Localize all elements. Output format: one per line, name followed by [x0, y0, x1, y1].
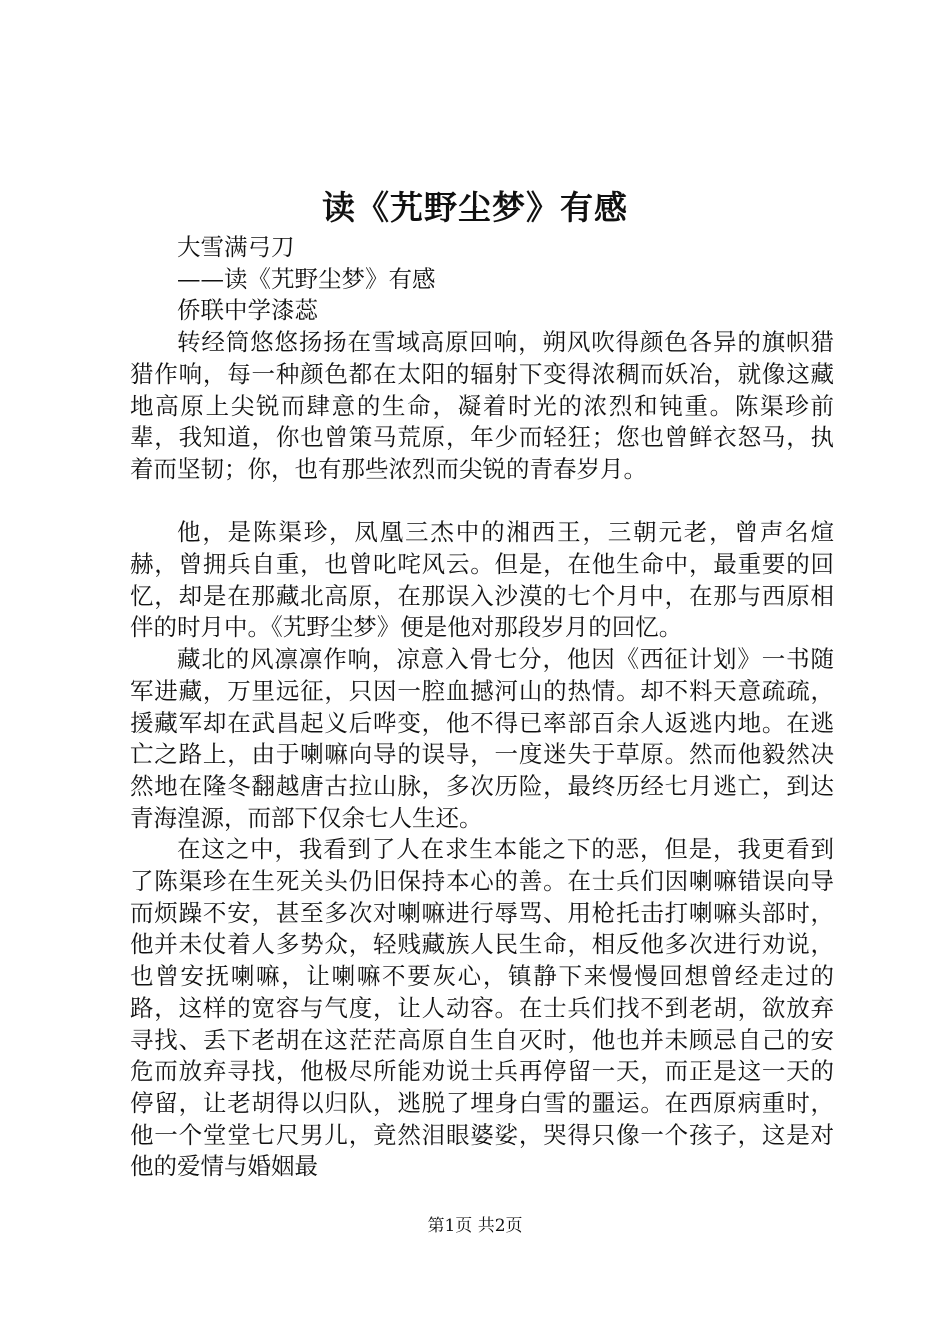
body-paragraph: 他，是陈渠珍，凤凰三杰中的湘西王，三朝元老，曾声名煊赫，曾拥兵自重，也曾叱咤风云。但是，在他生命中，最重要的回忆，却是在那藏北高原，在那误入沙漠的七个月中，在那与西原相伴的时月中。《艽野尘梦》便是他对那段岁月的回忆。 — [130, 518, 834, 642]
body-paragraph: 转经筒悠悠扬扬在雪域高原回响，朔风吹得颜色各异的旗帜猎猎作响，每一种颜色都在太阳的辐射下变得浓稠而妖冶，就像这藏地高原上尖锐而肆意的生命，凝着时光的浓烈和钝重。陈渠珍前辈，我知道，你也曾策马荒原，年少而轻狂；您也曾鲜衣怒马，执着而坚韧；你，也有那些浓烈而尖锐的青春岁月。 — [130, 328, 834, 483]
author-line: 侨联中学漆蕊 — [177, 296, 318, 325]
subtitle-line: 大雪满弓刀 — [177, 233, 295, 261]
document-title: 读《艽野尘梦》有感 — [322, 188, 628, 227]
body-paragraph: 藏北的风凛凛作响，凉意入骨七分，他因《西征计划》一书随军进藏，万里远征，只因一腔血撼河山的热情。却不料天意疏疏，援藏军却在武昌起义后哗变，他不得已率部百余人返逃内地。在逃亡之路上，由于喇嘛向导的误导，一度迷失于草原。然而他毅然决然地在隆冬翻越唐古拉山脉，多次历险，最终历经七月逃亡，到达青海湟源，而部下仅余七人生还。 — [130, 645, 834, 832]
document-body — [130, 232, 834, 1183]
page-number-footer: 第1页 共2页 — [427, 1216, 523, 1236]
subtitle-line: ——读《艽野尘梦》有感 — [177, 264, 436, 293]
body-paragraph: 在这之中，我看到了人在求生本能之下的恶，但是，我更看到了陈渠珍在生死关头仍旧保持本心的善。在士兵们因喇嘛错误向导而烦躁不安，甚至多次对喇嘛进行辱骂、用枪托击打喇嘛头部时，他并未仗着人多势众，轻贱藏族人民生命，相反他多次进行劝说，也曾安抚喇嘛，让喇嘛不要灰心，镇静下来慢慢回想曾经走过的路，这样的宽容与气度，让人动容。在士兵们找不到老胡，欲放弃寻找、丢下老胡在这茫茫高原自生自灭时，他也并未顾忌自己的安危而放弃寻找，他极尽所能劝说士兵再停留一天，而正是这一天的停留，让老胡得以归队，逃脱了埋身白雪的噩运。在西原病重时，他一个堂堂七尺男儿，竟然泪眼婆娑，哭得只像一个孩子，这是对他的爱情与婚姻最 — [130, 835, 834, 1181]
